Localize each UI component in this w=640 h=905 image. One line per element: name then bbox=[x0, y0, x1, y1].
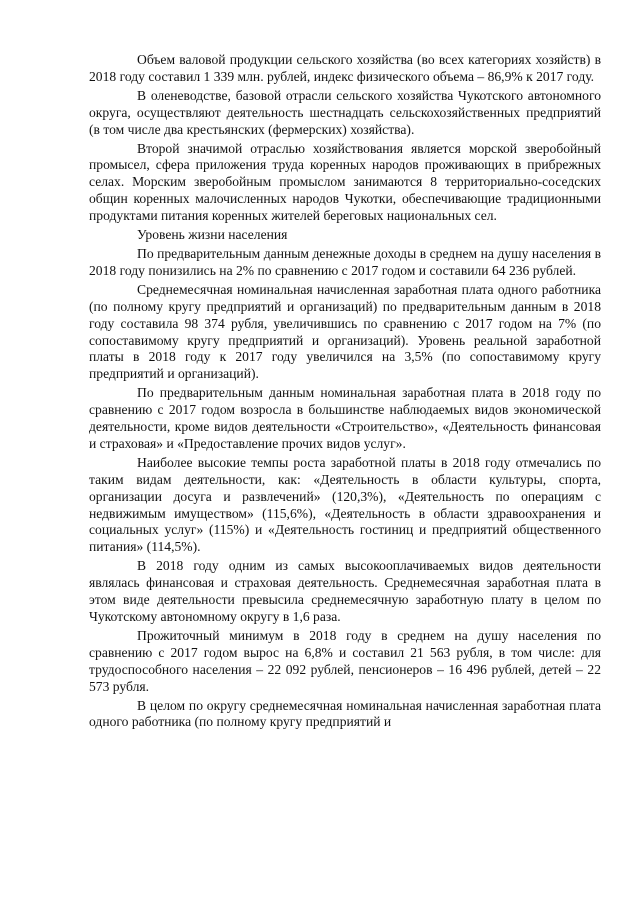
paragraph-reindeer-herding: В оленеводстве, базовой отрасли сельского хозяйства Чукотского автономного округа, осуществляют деятельность шестнадцать сельскохозяйственных предприятий (в том числе два крестьянских (фермерских) хозяйства). bbox=[89, 87, 601, 137]
section-heading-living-standards: Уровень жизни населения bbox=[137, 227, 288, 243]
paragraph-agricultural-output: Объем валовой продукции сельского хозяйства (во всех категориях хозяйств) в 2018 году составил 1 339 млн. рублей, индекс физического объема – 86,9% к 2017 году. bbox=[89, 52, 601, 84]
paragraph-subsistence-minimum: Прожиточный минимум в 2018 году в среднем на душу населения по сравнению с 2017 годом вырос на 6,8% и составил 21 563 рубля, в том числе: для трудоспособного населения – 22 092 рублей, пенсионеров – 16 496 рублей, детей – 22 573 рубля. bbox=[89, 627, 601, 694]
paragraph-marine-hunting: Второй значимой отраслью хозяйствования является морской зверобойный промысел, сфера приложения труда коренных народов проживающих в прибрежных селах. Морским зверобойным промыслом занимаются 8 территориально-соседских общин коренных малочисленных народов Чукотки, обеспечивающие традиционными продуктами питания коренных жителей береговых национальных сел. bbox=[89, 140, 601, 224]
paragraph-cash-income: По предварительным данным денежные доходы в среднем на душу населения в 2018 году понизились на 2% по сравнению с 2017 годом и составили 64 236 рублей. bbox=[89, 245, 601, 278]
paragraph-salary-growth-by-activity: По предварительным данным номинальная заработная плата в 2018 году по сравнению с 2017 годом возросла в большинстве наблюдаемых видов экономической деятельности, кроме видов деятельности «Строительство», «Деятельность финансовая и страховая» и «Предоставление прочих видов услуг». bbox=[89, 385, 601, 451]
document-page bbox=[89, 52, 601, 733]
paragraph-highest-growth-rates: Наиболее высокие темпы роста заработной платы в 2018 году отмечались по таким видам деятельности, как: «Деятельность в области культуры, спорта, организации досуга и развлечений» (120,3%), «Деятельность по операциям с недвижимым имуществом» (115,6%), «Деятельность в области здравоохранения и социальных услуг» (115%) и «Деятельность гостиниц и предприятий общественного питания» (114,5%). bbox=[89, 454, 601, 555]
paragraph-district-salary: В целом по округу среднемесячная номинальная начисленная заработная плата одного работника (по полному кругу предприятий и bbox=[89, 697, 601, 730]
paragraph-highest-paid-activity: В 2018 году одним из самых высокооплачиваемых видов деятельности являлась финансовая и страховая деятельность. Среднемесячная заработная плата в этом виде деятельности превысила среднемесячную заработную плату в целом по Чукотскому автономному округу в 1,6 раза. bbox=[89, 558, 601, 624]
paragraph-average-salary: Среднемесячная номинальная начисленная заработная плата одного работника (по полному кругу предприятий и организаций) по предварительным данным в 2018 году составила 98 374 рубля, увеличившись по сравнению с 2017 годом на 7% (по сопоставимому кругу предприятий и организаций). Уровень реальной заработной платы в 2018 году к 2017 году увеличился на 3,5% (по сопоставимому кругу предприятий и организаций). bbox=[89, 281, 601, 382]
